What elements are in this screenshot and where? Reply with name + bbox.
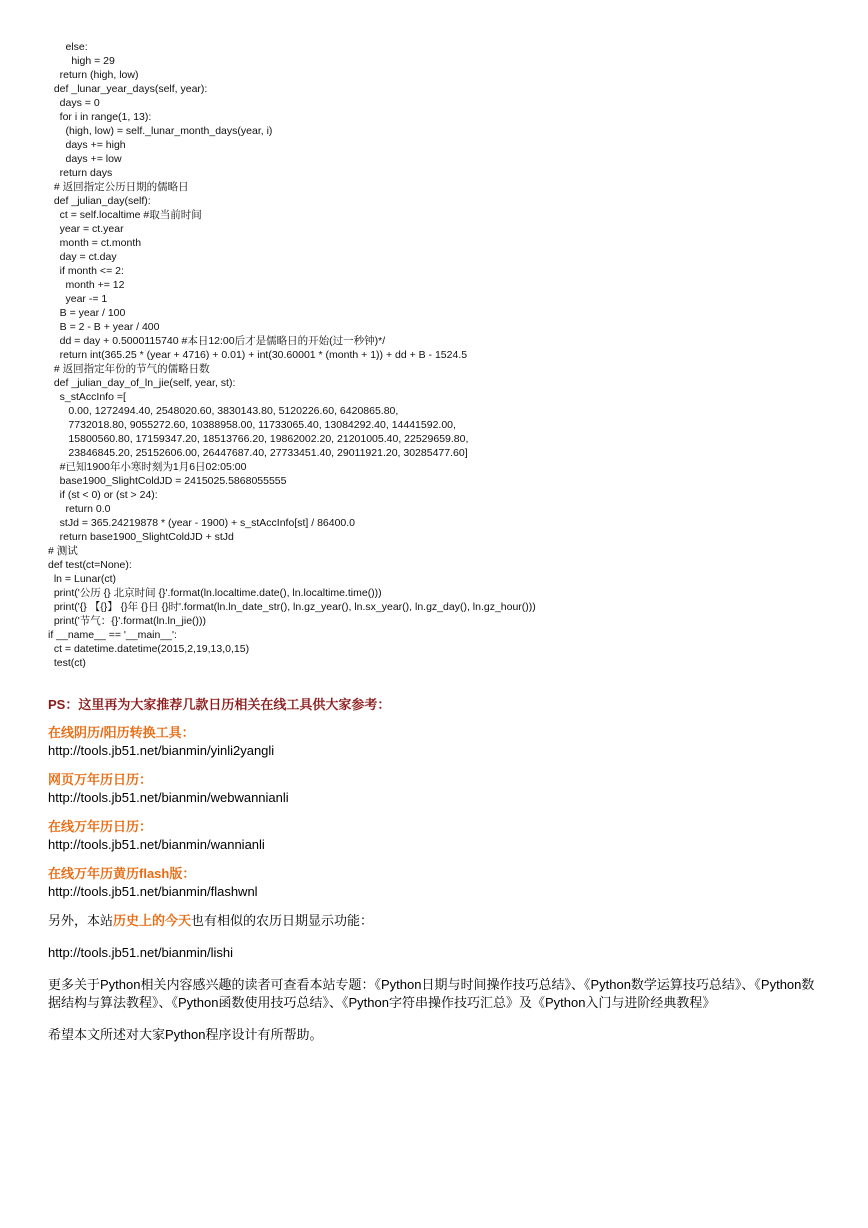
code-line: 7732018.80, 9055272.60, 10388958.00, 11733065.40, 13084292.40, 14441592.00,	[48, 419, 456, 431]
topics-paragraph: 更多关于Python相关内容感兴趣的读者可查看本站专题：《Python日期与时间操作技巧总结》、《Python数学运算技巧总结》、《Python数据结构与算法教程》、《Python函数使用技巧总结》、《Python字符串操作技巧汇总》及《Python入门与进阶经典教程》	[48, 977, 815, 1010]
code-line: s_stAccInfo =[	[48, 391, 126, 403]
tool-entry-yinli	[48, 724, 818, 760]
code-line: day = ct.day	[48, 251, 117, 263]
code-line: (high, low) = self._lunar_month_days(year, i)	[48, 125, 273, 137]
code-line: 23846845.20, 25152606.00, 26447687.40, 27733451.40, 29011921.20, 30285477.60]	[48, 447, 468, 459]
history-text-before: 另外，本站	[48, 913, 114, 928]
code-line: month = ct.month	[48, 237, 142, 249]
code-line: # 返回指定年份的节气的儒略日数	[48, 363, 210, 375]
code-line: B = 2 - B + year / 400	[48, 321, 160, 333]
tool-url[interactable]: http://tools.jb51.net/bianmin/wannianli	[48, 837, 265, 852]
code-line: return days	[48, 167, 113, 179]
history-text-after: 也有相似的农历日期显示功能：	[191, 913, 374, 928]
code-line: #已知1900年小寒时刻为1月6日02:05:00	[48, 461, 247, 473]
code-line: # 返回指定公历日期的儒略日	[48, 181, 189, 193]
code-line: def test(ct=None):	[48, 559, 132, 571]
code-line: print('公历 {} 北京时间 {}'.format(ln.localtime.date(), ln.localtime.time()))	[48, 587, 382, 599]
code-line: return 0.0	[48, 503, 111, 515]
code-line: return int(365.25 * (year + 4716) + 0.01) + int(30.60001 * (month + 1)) + dd + B - 1524.5	[48, 349, 468, 361]
code-line: B = year / 100	[48, 307, 126, 319]
code-line: dd = day + 0.5000115740 #本日12:00后才是儒略日的开始(过一秒钟)*/	[48, 335, 386, 347]
code-line: # 测试	[48, 545, 78, 557]
code-line: for i in range(1, 13):	[48, 111, 152, 123]
tool-entry-flash	[48, 865, 818, 901]
code-line: print('{} 【{}】 {}年 {}日 {}时'.format(ln.ln_date_str(), ln.gz_year(), ln.sx_year(), ln.gz_day(), ln.gz_hour()))	[48, 601, 536, 613]
tool-label[interactable]: 在线阴历/阳历转换工具：	[48, 725, 195, 740]
tool-label[interactable]: 在线万年历日历：	[48, 819, 153, 834]
tool-entry-wannianli	[48, 818, 818, 854]
history-url[interactable]: http://tools.jb51.net/bianmin/lishi	[48, 945, 233, 960]
code-snippet	[48, 40, 848, 670]
closing-paragraph: 希望本文所述对大家Python程序设计有所帮助。	[48, 1027, 323, 1042]
code-line: days = 0	[48, 97, 100, 109]
tool-url[interactable]: http://tools.jb51.net/bianmin/yinli2yangli	[48, 743, 275, 758]
code-line: stJd = 365.24219878 * (year - 1900) + s_stAccInfo[st] / 86400.0	[48, 517, 356, 529]
tool-label[interactable]: 网页万年历日历：	[48, 772, 153, 787]
code-line: def _julian_day(self):	[48, 195, 151, 207]
code-line: 0.00, 1272494.40, 2548020.60, 3830143.80, 5120226.60, 6420865.80,	[48, 405, 399, 417]
code-line: test(ct)	[48, 657, 86, 669]
tool-entry-web-wannianli	[48, 771, 818, 807]
code-line: return (high, low)	[48, 69, 139, 81]
code-line: high = 29	[48, 55, 115, 67]
code-line: year -= 1	[48, 293, 108, 305]
code-line: base1900_SlightColdJD = 2415025.5868055555	[48, 475, 287, 487]
code-line: return base1900_SlightColdJD + stJd	[48, 531, 234, 543]
code-line: if __name__ == '__main__':	[48, 629, 177, 641]
code-line: def _julian_day_of_ln_jie(self, year, st):	[48, 377, 236, 389]
tool-url[interactable]: http://tools.jb51.net/bianmin/flashwnl	[48, 884, 258, 899]
history-paragraph	[48, 912, 818, 930]
code-line: ct = self.localtime #取当前时间	[48, 209, 202, 221]
tool-label[interactable]: 在线万年历黄历flash版：	[48, 866, 196, 881]
code-line: year = ct.year	[48, 223, 124, 235]
history-link[interactable]: 历史上的今天	[113, 913, 192, 928]
code-line: else:	[48, 41, 88, 53]
code-line: ln = Lunar(ct)	[48, 573, 116, 585]
ps-heading: PS：这里再为大家推荐几款日历相关在线工具供大家参考：	[48, 697, 391, 712]
code-line: if (st < 0) or (st > 24):	[48, 489, 158, 501]
code-line: days += low	[48, 153, 122, 165]
code-line: def _lunar_year_days(self, year):	[48, 83, 208, 95]
tool-url[interactable]: http://tools.jb51.net/bianmin/webwannianli	[48, 790, 289, 805]
code-line: days += high	[48, 139, 126, 151]
code-line: print('节气：{}'.format(ln.ln_jie()))	[48, 615, 207, 627]
code-line: ct = datetime.datetime(2015,2,19,13,0,15)	[48, 643, 250, 655]
code-line: month += 12	[48, 279, 125, 291]
article-footer	[48, 696, 818, 1058]
code-line: if month <= 2:	[48, 265, 124, 277]
code-line: 15800560.80, 17159347.20, 18513766.20, 19862002.20, 21201005.40, 22529659.80,	[48, 433, 469, 445]
